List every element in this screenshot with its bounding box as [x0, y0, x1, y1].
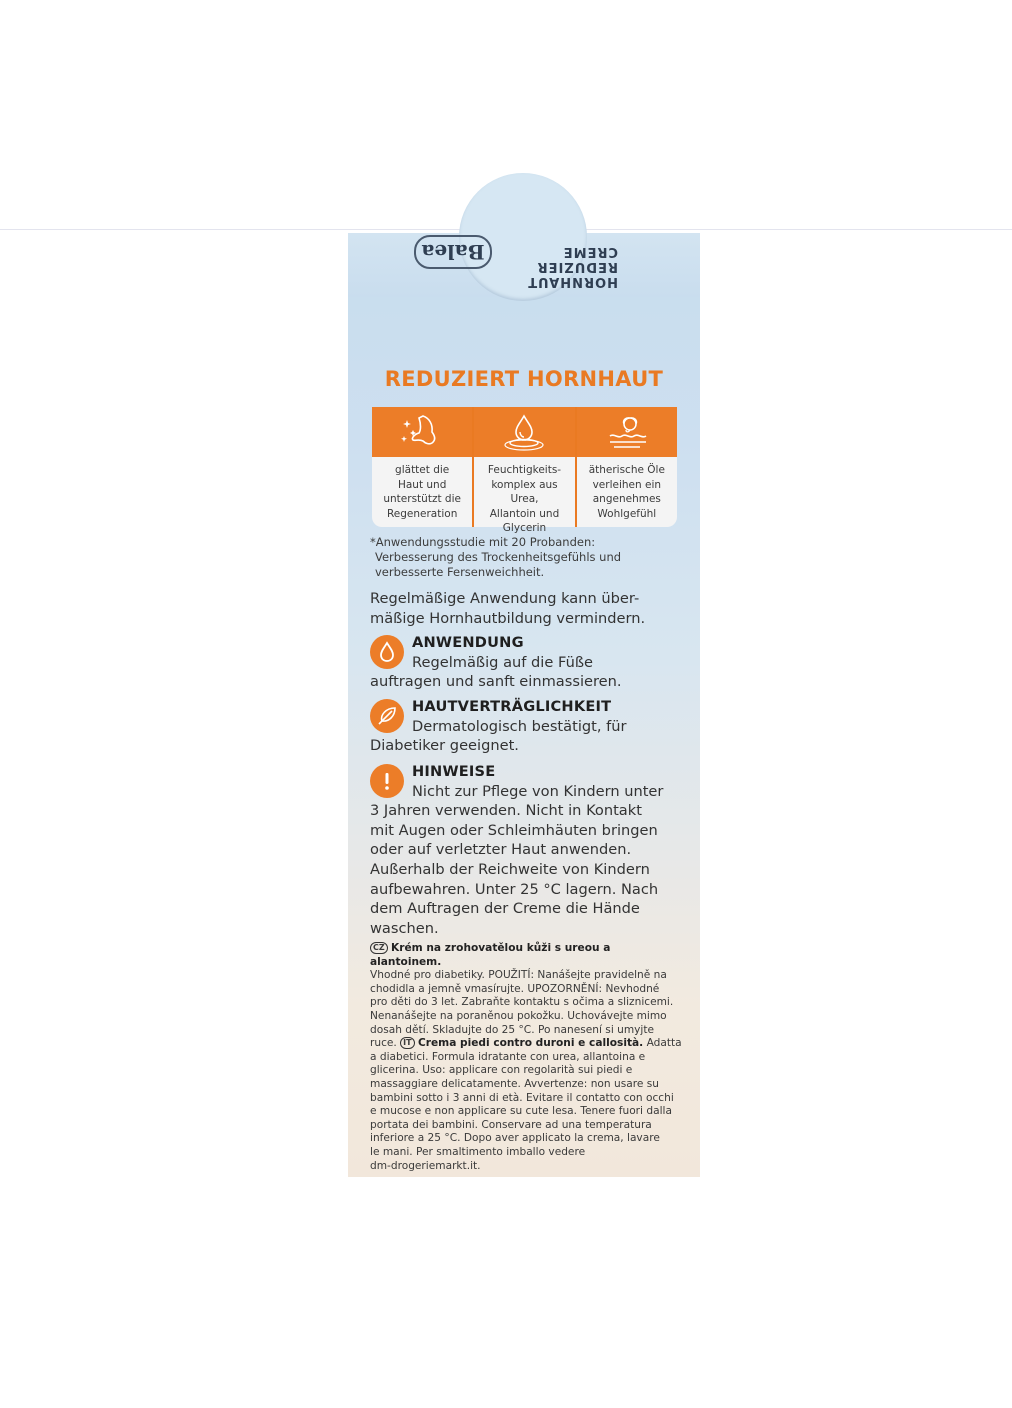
feature-text-line: Feuchtigkeits- [487, 464, 562, 476]
multilingual-text [370, 942, 682, 1173]
headline: REDUZIERT HORNHAUT [384, 367, 664, 391]
section-title: ANWENDUNG [412, 634, 524, 651]
feature-text-line: unterstützt die [383, 493, 461, 505]
it-text-line: le mani. Per smaltimento imballo vedere [370, 1145, 586, 1158]
flower-water-icon [604, 412, 650, 452]
it-title: Crema piedi contro duroni e callosità. [417, 1037, 644, 1050]
section-title: HAUTVERTRÄGLICHKEIT [412, 698, 612, 715]
section-text-line: dem Auftragen der Creme die Hände [370, 900, 640, 918]
cz-title: Krém na zrohovatělou kůži s ureou a alantoinem. [370, 942, 611, 968]
section-text-line: Außerhalb der Reichweite von Kindern [370, 860, 650, 878]
cz-text-line: chodidla a jemně vmasírujte. UPOZORNĚNÍ: Nevhodné [370, 982, 660, 995]
foot-sparkle-icon [399, 412, 445, 452]
cz-text-last: ruce. [370, 1037, 397, 1050]
section-text-line: aufbewahren. Unter 25 °C lagern. Nach [370, 880, 659, 898]
feature-text-line: Glycerin [502, 522, 547, 534]
feature-moisture [472, 407, 574, 534]
cz-text-line: dosah dětí. Skladujte do 25 °C. Po nanesení si umyjte [370, 1023, 655, 1036]
drop-circle-icon [370, 635, 404, 669]
section-text-line: oder auf verletzter Haut anwenden. [370, 841, 632, 859]
it-flag: IT [400, 1037, 414, 1049]
it-text-line: portata dei bambini. Conservare ad una temperatura [370, 1118, 652, 1131]
section-text-line: 3 Jahren verwenden. Nicht in Kontakt [370, 802, 642, 820]
section-text-line: Diabetiker geeignet. [370, 737, 519, 755]
section-text-line: Nicht zur Pflege von Kindern unter [412, 782, 664, 800]
cz-flag: CZ [370, 942, 388, 954]
section-text-line: waschen. [370, 919, 439, 937]
it-text-line: glicerina. Uso: applicare con regolarità sui piedi e [370, 1064, 633, 1077]
feature-text-line: Wohlgefühl [597, 507, 657, 520]
it-text-line: dm-drogeriemarkt.it. [370, 1159, 481, 1172]
product-box-back [348, 233, 700, 1177]
section-text-line: Dermatologisch bestätigt, für [412, 717, 627, 735]
it-title-tail: Adatta [646, 1037, 682, 1050]
section-text-line: mit Augen oder Schleimhäuten bringen [370, 821, 658, 839]
upside-down-brand [418, 237, 638, 289]
exclamation-icon [370, 764, 404, 798]
study-note-line-1: *Anwendungsstudie mit 20 Probanden: [370, 535, 596, 549]
feature-text-line: Haut und [397, 478, 447, 491]
feature-smooth [372, 407, 472, 527]
section-text-line: auftragen und sanft einmassieren. [370, 673, 622, 691]
it-text-line: massaggiare delicatamente. Avvertenze: non usare su [370, 1077, 659, 1090]
feature-oils [575, 407, 677, 527]
cz-text-line: pro děti do 3 let. Zabraňte kontaktu s očima a sliznicemi. [370, 996, 674, 1009]
brand-logo: Balea [414, 235, 492, 269]
feature-text-line: Allantoin und [489, 507, 560, 520]
flap-product-name [498, 244, 618, 289]
feature-text-line: ätherische Öle [588, 464, 665, 476]
section-text-line: Regelmäßig auf die Füße [412, 653, 593, 671]
it-text-line: a diabetici. Formula idratante con urea, allantoina e [370, 1050, 646, 1063]
cz-text-line: Nenanášejte na poraněnou pokožku. Uchovávejte mimo [370, 1009, 667, 1022]
feature-text-line: glättet die [395, 464, 450, 476]
lead-line-1: Regelmäßige Anwendung kann über- [370, 590, 640, 607]
feature-text-line: verleihen ein [592, 478, 662, 491]
water-drop-icon [501, 412, 547, 452]
study-note [370, 535, 680, 580]
flap-line-3: CREME [562, 244, 618, 259]
study-note-line-3: verbesserte Fersenweichheit. [375, 565, 545, 579]
feather-icon [370, 699, 404, 733]
top-flap [348, 233, 700, 297]
flap-line-1: HORNHAUT [527, 274, 618, 289]
feature-text-line: angenehmes [592, 493, 661, 505]
cz-line [370, 942, 682, 969]
it-text-line: inferiore a 25 °C. Dopo aver applicato la crema, lavare [370, 1132, 660, 1145]
it-text-line: e mucose e non applicare su cute lesa. Tenere fuori dalla [370, 1105, 672, 1118]
feature-panel [372, 407, 677, 534]
lead-text [370, 589, 690, 629]
lead-line-2: mäßige Hornhautbildung vermindern. [370, 610, 646, 627]
cz-text-line: Vhodné pro diabetiky. POUŽITÍ: Nanášejte pravidelně na [370, 969, 667, 982]
section-anwendung [370, 633, 690, 692]
section-hinweise [370, 762, 690, 938]
feature-text-line: komplex aus Urea, [491, 478, 558, 505]
section-hautvertraeglichkeit [370, 697, 690, 756]
section-title: HINWEISE [412, 763, 496, 780]
it-text-line: bambini sotto i 3 anni di età. Evitare il contatto con occhi [370, 1091, 674, 1104]
study-note-line-2: Verbesserung des Trockenheitsgefühls und [375, 550, 622, 564]
flap-line-2: REDUZIER [536, 259, 618, 274]
it-line [370, 1037, 682, 1051]
feature-text-line: Regeneration [386, 507, 458, 520]
